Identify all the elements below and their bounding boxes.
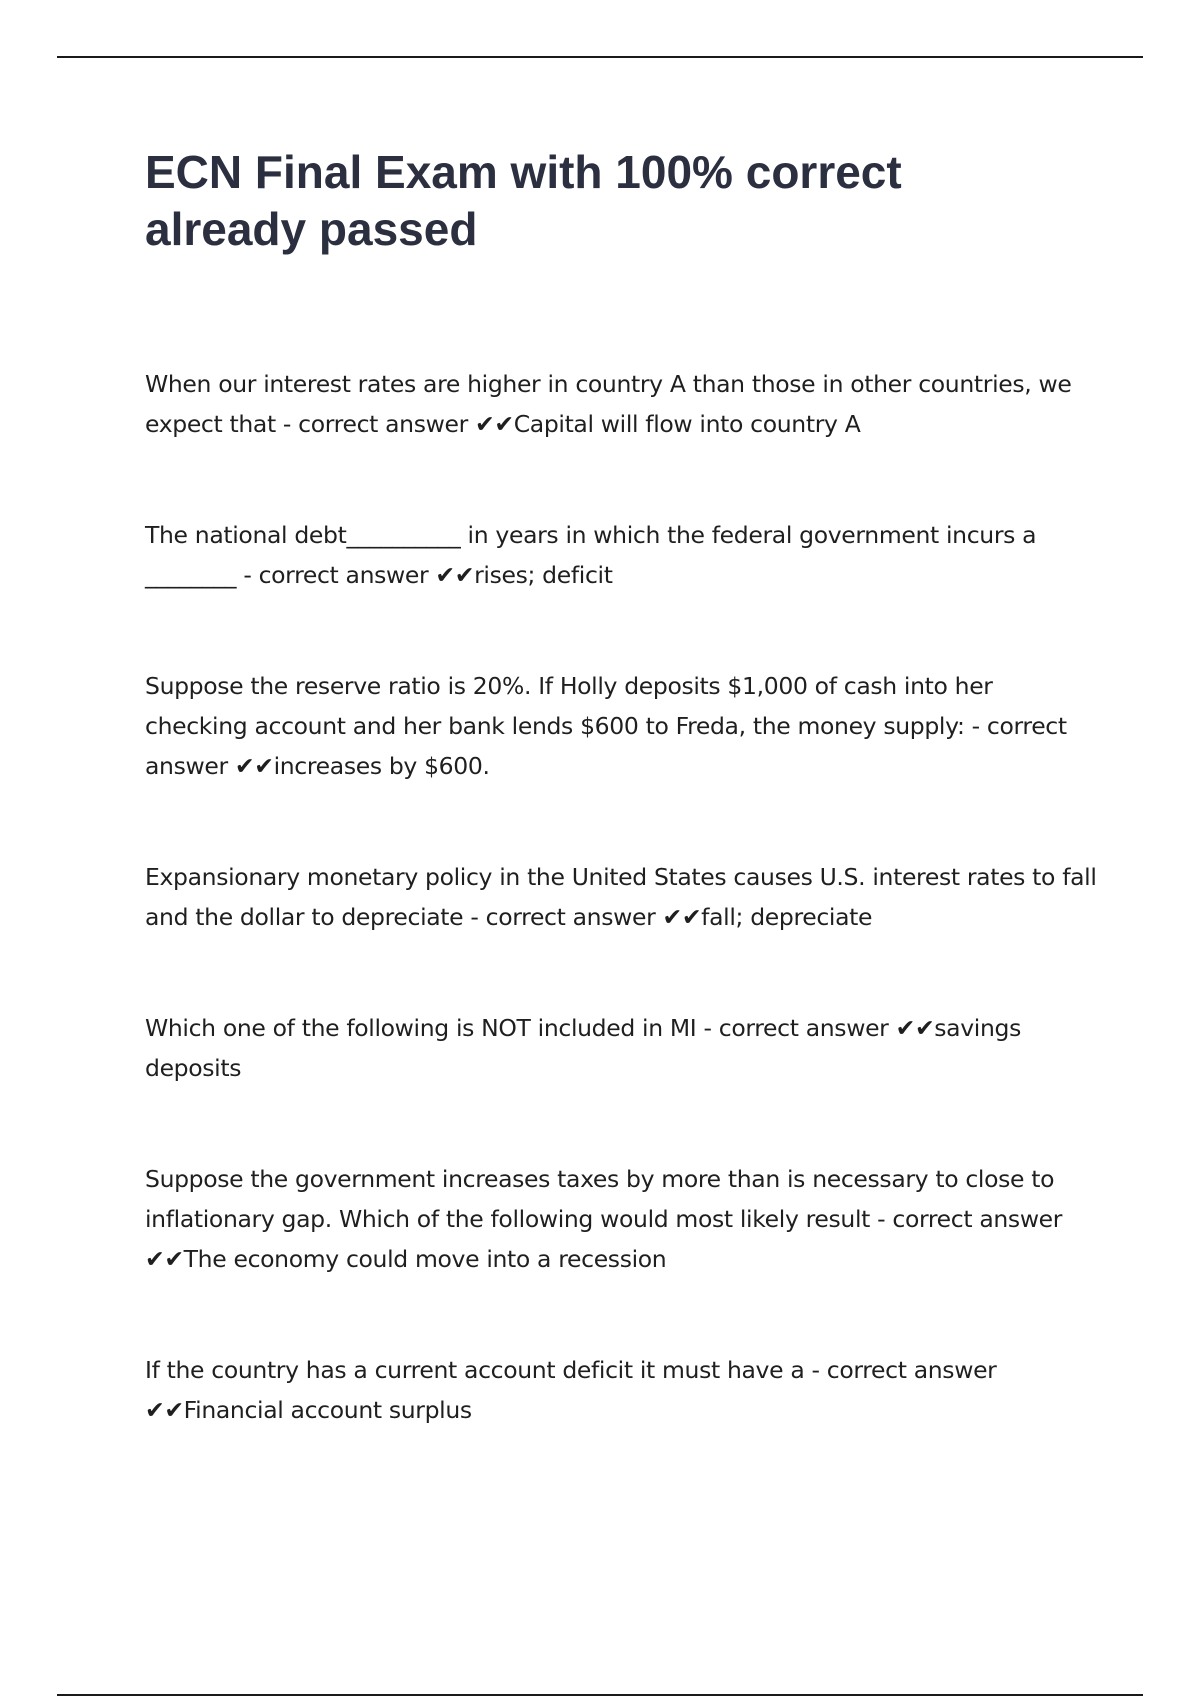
question-answer-item: The national debt__________ in years in which the federal government incurs a ________ - correct answer ✔✔rises; deficit bbox=[145, 521, 1037, 589]
question-answer-item: Which one of the following is NOT included in MI - correct answer ✔✔savings deposits bbox=[145, 1014, 1021, 1082]
bottom-divider bbox=[57, 1694, 1143, 1696]
question-answer-list bbox=[145, 364, 1100, 1501]
top-divider bbox=[57, 56, 1143, 58]
question-answer-item: Expansionary monetary policy in the United States causes U.S. interest rates to fall and the dollar to depreciate - correct answer ✔✔fall; depreciate bbox=[145, 863, 1097, 931]
question-answer-item: Suppose the government increases taxes by more than is necessary to close to inflationary gap. Which of the following would most likely result - correct answer ✔✔The economy could move into a recession bbox=[145, 1165, 1063, 1273]
question-answer-item: When our interest rates are higher in country A than those in other countries, we expect that - correct answer ✔✔Capital will flow into country A bbox=[145, 370, 1072, 438]
question-answer-item: If the country has a current account deficit it must have a - correct answer ✔✔Financial account surplus bbox=[145, 1356, 997, 1424]
question-answer-item: Suppose the reserve ratio is 20%. If Holly deposits $1,000 of cash into her checking account and her bank lends $600 to Freda, the money supply: - correct answer ✔✔increases by $600. bbox=[145, 672, 1067, 780]
page-title: ECN Final Exam with 100% correct already passed bbox=[145, 146, 902, 255]
